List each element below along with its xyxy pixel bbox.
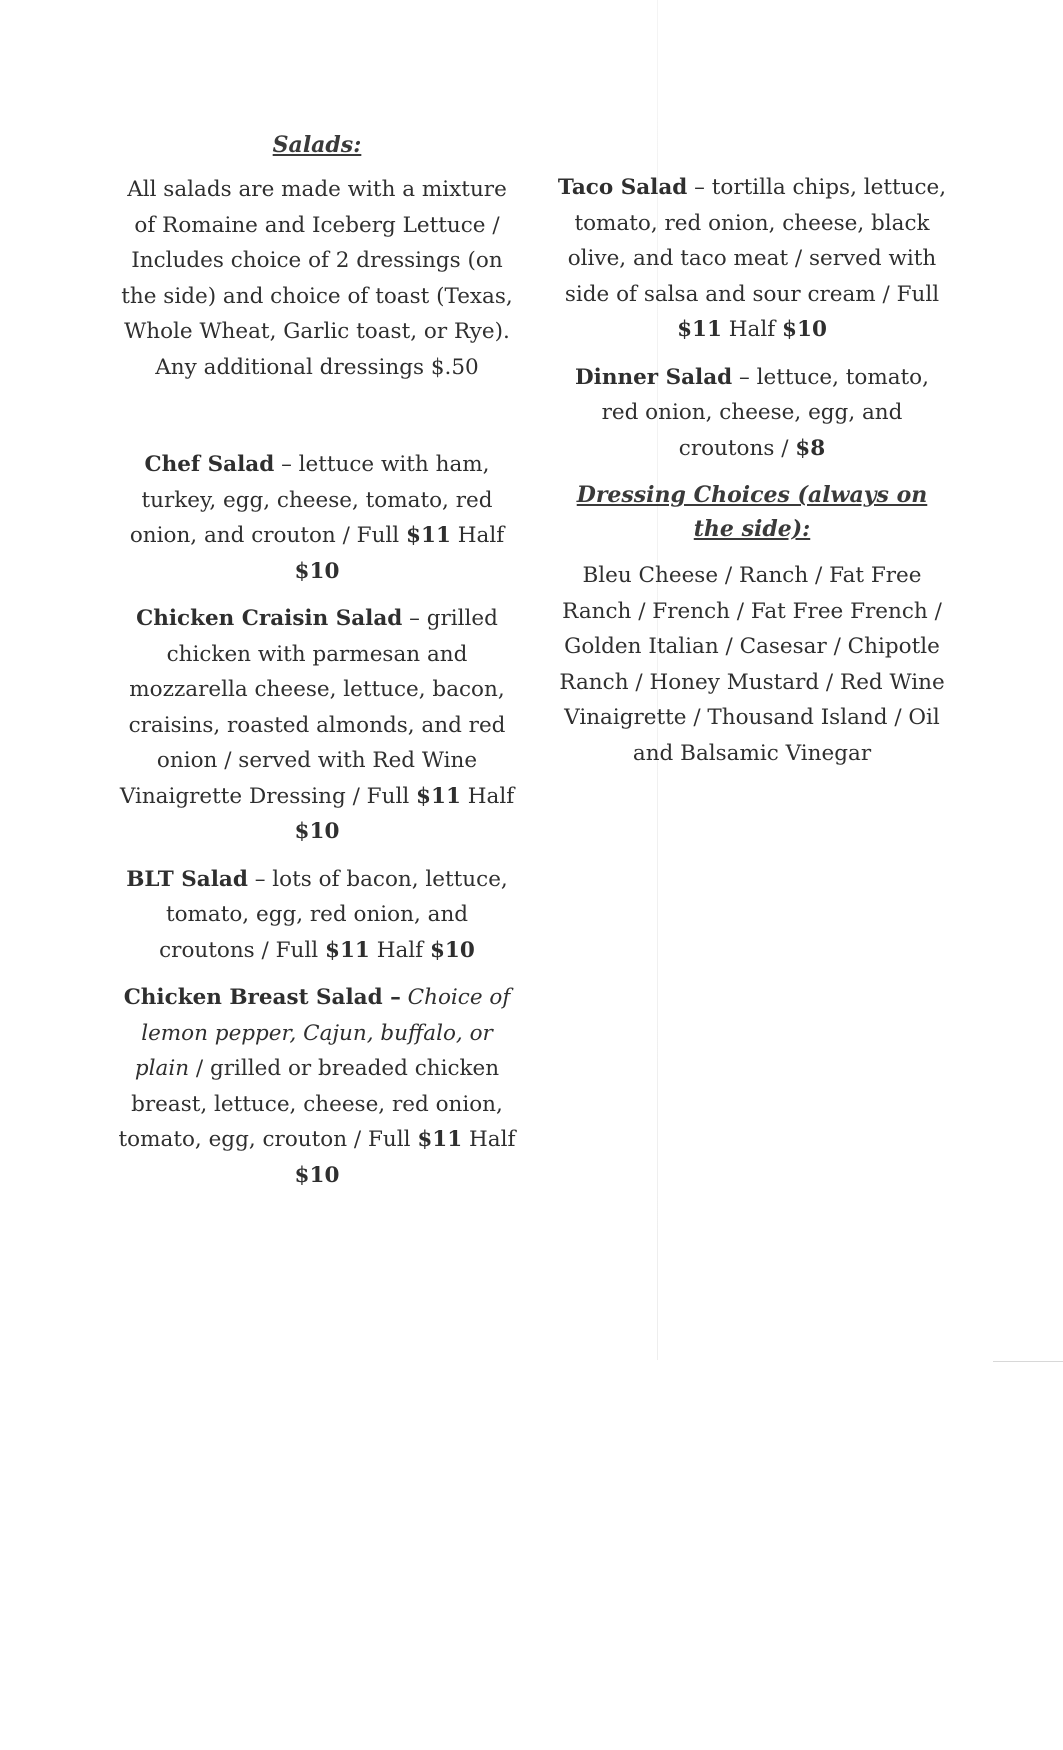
full-price: $11 [324, 937, 370, 963]
full-price: $11 [417, 1127, 463, 1152]
item-name: Chef Salad [144, 452, 275, 477]
item-description: / grilled or breaded chicken breast, lettuce, cheese, red onion, tomato, egg, crouton / Full [118, 1056, 503, 1152]
item-description: – lots of bacon, lettuce, tomato, egg, red onion, and croutons / Full [159, 866, 508, 963]
full-price: $11 [416, 783, 461, 809]
spacer [118, 385, 516, 447]
half-label: Half [460, 783, 515, 809]
item-name: Dinner Salad [575, 364, 733, 390]
half-label: Half [369, 937, 430, 963]
full-price: $11 [677, 317, 722, 342]
left-column [118, 128, 516, 1205]
item-description: – lettuce, tomato, red onion, cheese, egg, and croutons / [601, 364, 929, 461]
half-price: $10 [782, 317, 827, 342]
salads-intro: All salads are made with a mixture of Romaine and Iceberg Lettuce / Includes choice of 2 dressings (on the side) and choice of toast (Texas, Whole Wheat, Garlic toast, or Rye). Any additional dressings $.50 [121, 177, 513, 380]
blt-salad-item [118, 862, 516, 969]
dinner-salad-item [554, 360, 950, 467]
item-name: BLT Salad [126, 866, 248, 892]
chicken-breast-salad-item [118, 980, 516, 1193]
item-price: $8 [795, 435, 826, 461]
item-name: Chicken Breast Salad – [123, 985, 401, 1010]
dressing-choices-heading: Dressing Choices (always on the side): [576, 482, 928, 542]
half-label: Half [450, 523, 505, 548]
dressing-choices-list: Bleu Cheese / Ranch / Fat Free Ranch / French / Fat Free French / Golden Italian / Casesar / Chipotle Ranch / Honey Mustard / Red Wine Vinaigrette / Thousand Island / Oil and Balsamic Vinegar [559, 563, 945, 766]
taco-salad-item [554, 170, 950, 348]
half-price: $10 [294, 819, 340, 844]
salads-heading: Salads: [272, 132, 362, 158]
item-description: – tortilla chips, lettuce, tomato, red onion, cheese, black olive, and taco meat / served with side of salsa and sour cream / Full [564, 175, 947, 307]
item-description: – grilled chicken with parmesan and mozzarella cheese, lettuce, bacon, craisins, roasted almonds, and red onion / served with Red Wine Vinaigrette Dressing / Full [119, 606, 506, 809]
item-name: Chicken Craisin Salad [136, 606, 403, 631]
half-label: Half [721, 317, 783, 342]
chicken-craisin-salad-item [118, 601, 516, 850]
item-name: Taco Salad [557, 175, 688, 200]
half-price: $10 [294, 1162, 340, 1188]
half-price: $10 [429, 937, 475, 963]
item-description: – lettuce with ham, turkey, egg, cheese, tomato, red onion, and crouton / Full [129, 452, 493, 548]
half-label: Half [462, 1127, 516, 1152]
chef-salad-item [118, 447, 516, 589]
full-price: $11 [406, 523, 451, 548]
item-options: Choice of lemon pepper, Cajun, buffalo, or plain [134, 985, 511, 1081]
scan-edge-mark [993, 1361, 1063, 1362]
right-column [554, 170, 950, 771]
half-price: $10 [294, 558, 340, 584]
